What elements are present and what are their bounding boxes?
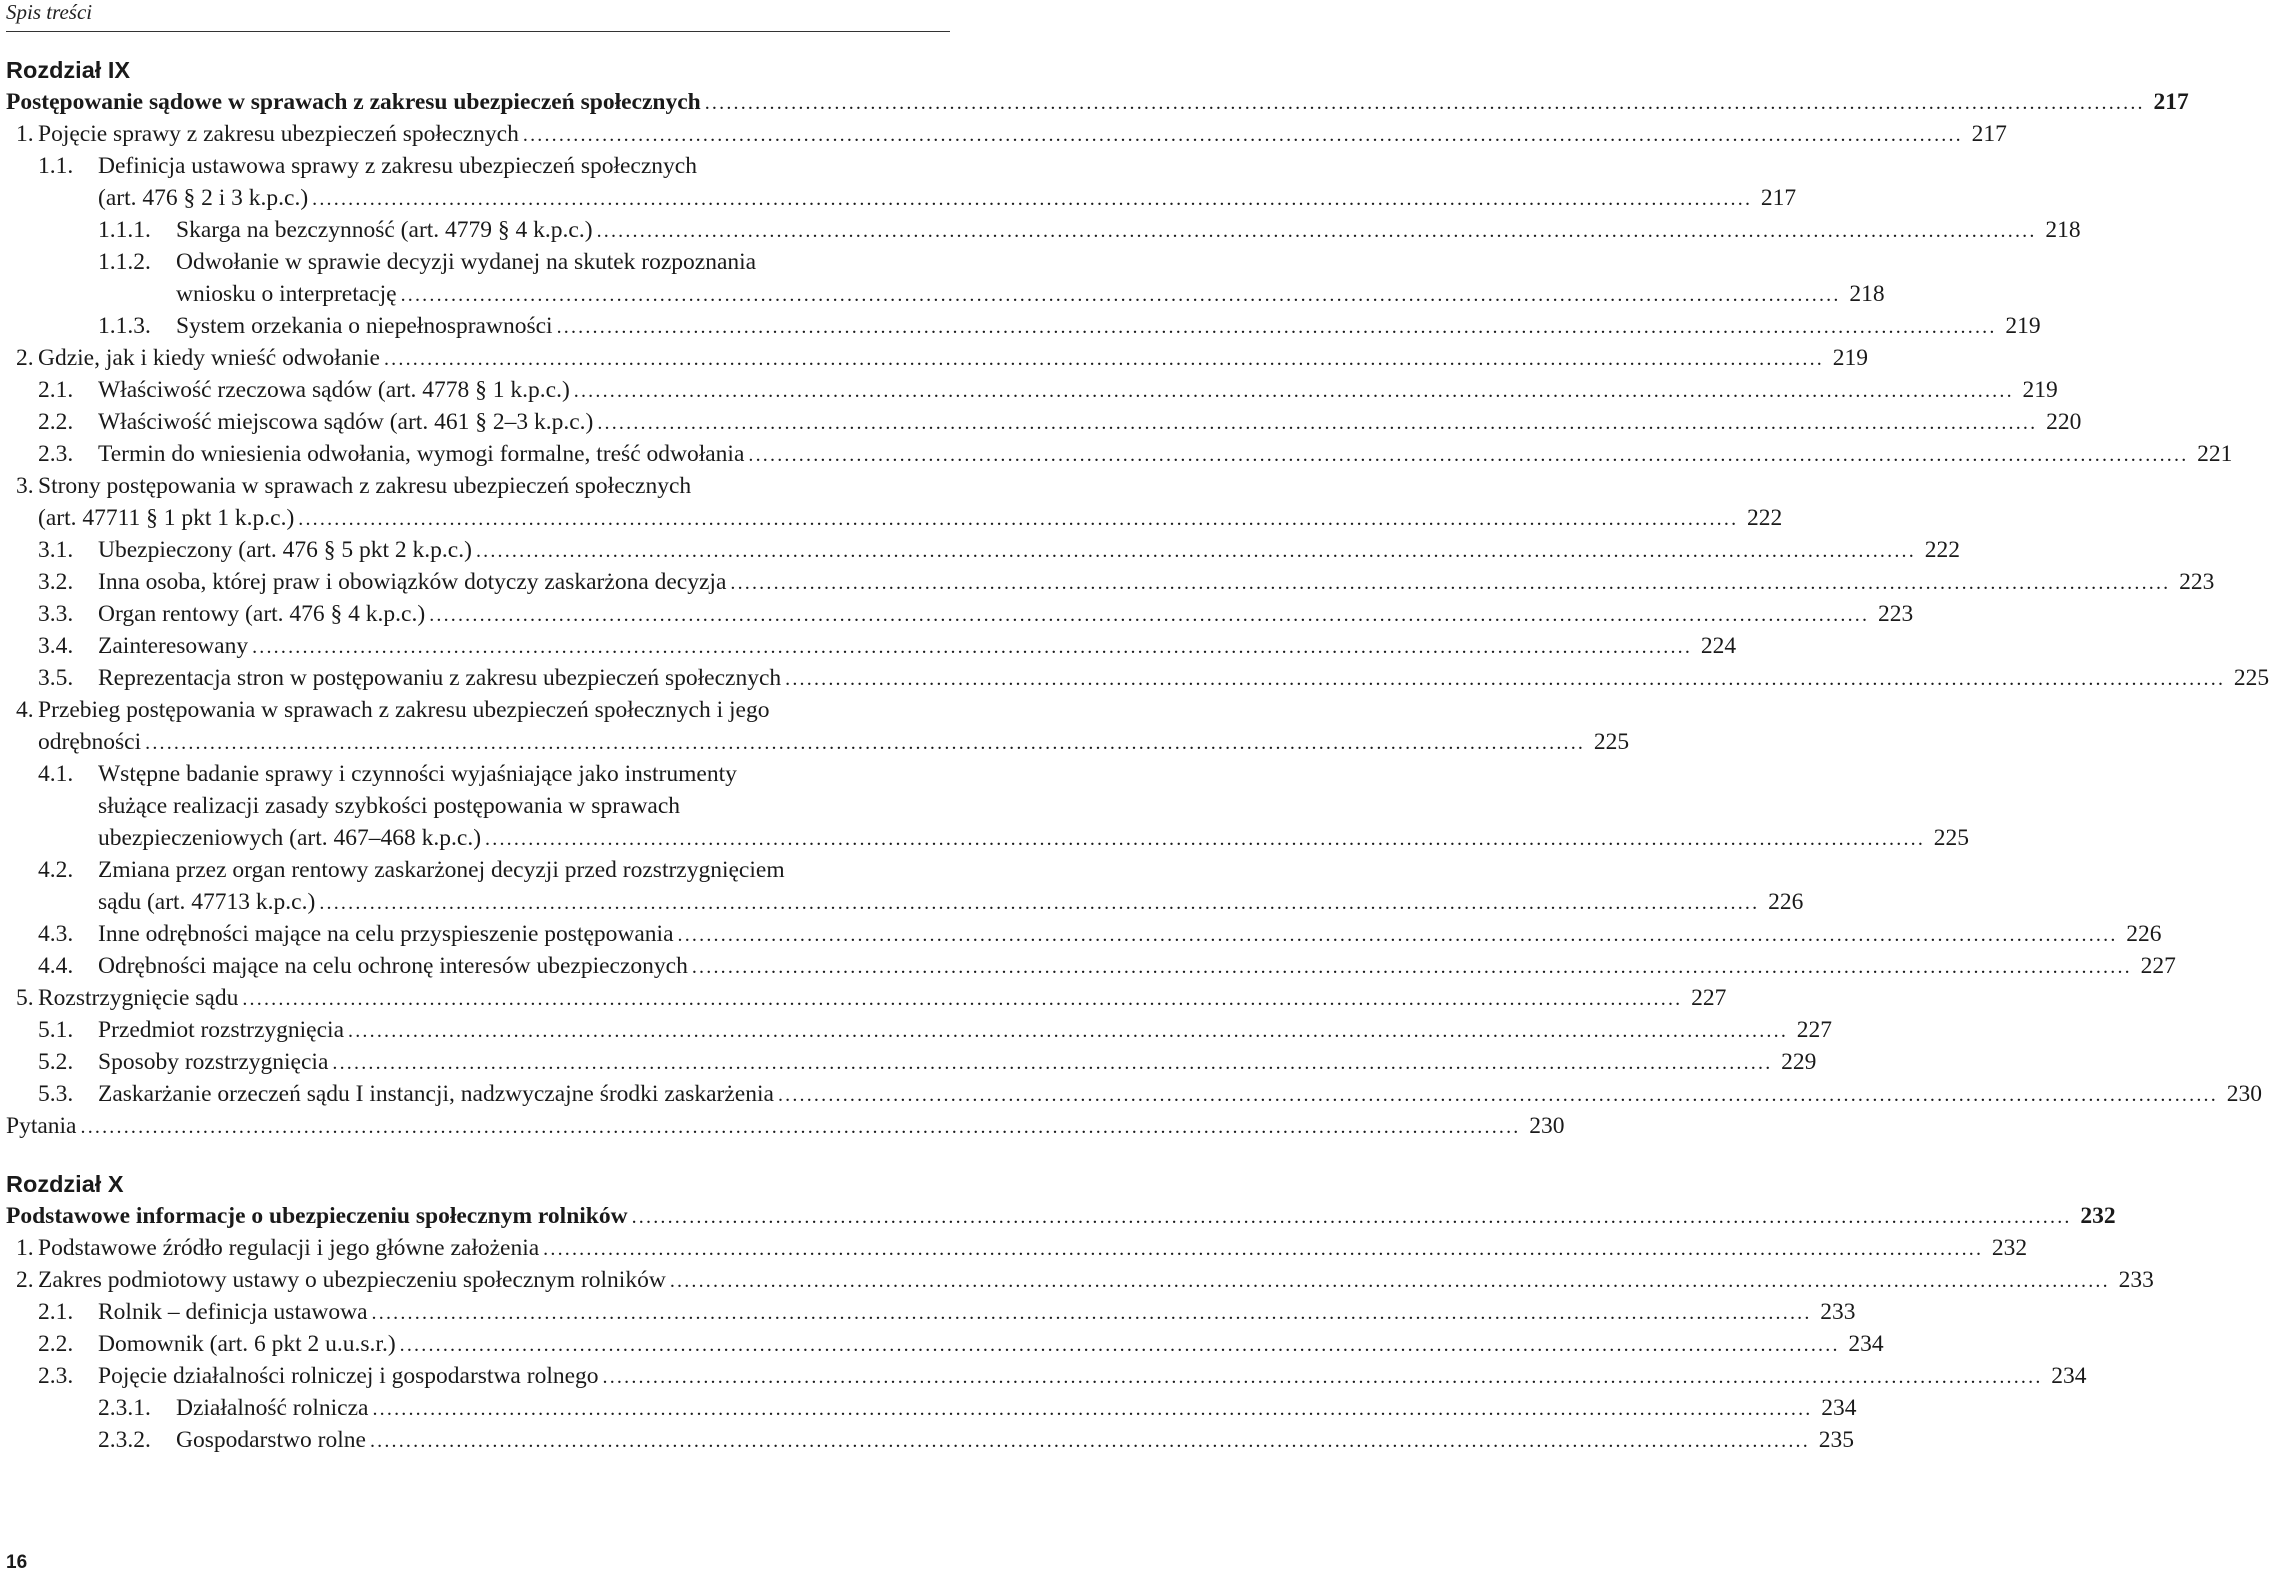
entry-title: Domownik (art. 6 pkt 2 u.u.s.r.) xyxy=(98,1331,396,1357)
entry-title: (art. 47711 § 1 pkt 1 k.p.c.) xyxy=(38,505,295,531)
toc-entry[interactable] xyxy=(6,726,1630,758)
page-ref: 227 xyxy=(1691,985,1727,1011)
dot-leader: ........................................................................................................................................................................................................ xyxy=(383,348,1824,370)
dot-leader: ........................................................................................................................................................................................................ xyxy=(556,316,1997,338)
page-ref: 223 xyxy=(1877,601,1914,627)
toc-entry[interactable] xyxy=(6,982,1727,1014)
entry-number: 1.1. xyxy=(38,153,74,179)
toc-entry[interactable] xyxy=(6,694,950,726)
entry-title: Pojęcie sprawy z zakresu ubezpieczeń społecznych xyxy=(38,121,519,147)
entry-title: Właściwość miejscowa sądów (art. 461 § 2–3 k.p.c.) xyxy=(98,409,594,435)
toc-entry[interactable] xyxy=(6,214,2081,246)
page-ref: 220 xyxy=(2046,409,2082,435)
toc-entry[interactable] xyxy=(6,566,2215,598)
page-ref: 234 xyxy=(2051,1363,2087,1389)
entry-number: 4. xyxy=(16,697,34,723)
page-ref: 227 xyxy=(1796,1017,1833,1043)
dot-leader: ........................................................................................................................................................................................................ xyxy=(332,1052,1773,1074)
toc-entry[interactable] xyxy=(6,758,950,790)
toc-entry[interactable] xyxy=(6,1296,1856,1328)
chapter-title: Postępowanie sądowe w sprawach z zakresu ubezpieczeń społecznych xyxy=(6,89,701,115)
toc-entry[interactable] xyxy=(6,342,1868,374)
dot-leader: ........................................................................................................................................................................................................ xyxy=(242,988,1683,1010)
page-ref: 232 xyxy=(2080,1203,2116,1229)
dot-leader: ........................................................................................................................................................................................................ xyxy=(777,1084,2218,1106)
page-ref: 219 xyxy=(2005,313,2041,339)
toc-entry[interactable] xyxy=(6,1328,1884,1360)
entry-title: (art. 476 § 2 i 3 k.p.c.) xyxy=(98,185,309,211)
dot-leader: ........................................................................................................................................................................................................ xyxy=(522,124,1963,146)
toc-entry[interactable] xyxy=(6,1078,2262,1110)
dot-leader: ........................................................................................................................................................................................................ xyxy=(669,1270,2110,1292)
page-ref: 227 xyxy=(2140,953,2176,979)
entry-number: 5.2. xyxy=(38,1049,74,1075)
entry-title: Sposoby rozstrzygnięcia xyxy=(98,1049,329,1075)
toc-entry[interactable] xyxy=(6,182,1797,214)
entry-title: Termin do wniesienia odwołania, wymogi formalne, treść odwołania xyxy=(98,441,745,467)
entry-title: Pojęcie działalności rolniczej i gospodarstwa rolnego xyxy=(98,1363,599,1389)
toc-entry[interactable] xyxy=(6,918,2162,950)
entry-title: Przebieg postępowania w sprawach z zakresu ubezpieczeń społecznych i jego xyxy=(38,697,770,723)
entry-number: 1. xyxy=(16,1235,34,1261)
entry-number: 4.2. xyxy=(38,857,74,883)
toc-entry[interactable] xyxy=(6,1264,2154,1296)
page-ref: 226 xyxy=(1768,889,1804,915)
page-ref: 226 xyxy=(2126,921,2162,947)
entry-title: Zakres podmiotowy ustawy o ubezpieczeniu społecznym rolników xyxy=(38,1267,666,1293)
chapter-gap xyxy=(6,1142,950,1168)
entry-title: Organ rentowy (art. 476 § 4 k.p.c.) xyxy=(98,601,426,627)
dot-leader: ........................................................................................................................................................................................................ xyxy=(475,540,1916,562)
entry-title: Strony postępowania w sprawach z zakresu ubezpieczeń społecznych xyxy=(38,473,692,499)
entry-number: 2. xyxy=(16,345,34,371)
toc-entry[interactable] xyxy=(6,502,1783,534)
dot-leader: ........................................................................................................................................................................................................ xyxy=(312,188,1753,210)
toc-entry[interactable] xyxy=(6,438,2233,470)
toc-entry[interactable] xyxy=(6,406,2082,438)
entry-number: 2.3. xyxy=(38,441,74,467)
dot-leader: ........................................................................................................................................................................................................ xyxy=(252,636,1693,658)
entry-number: 3.3. xyxy=(38,601,74,627)
entry-number: 2.3.2. xyxy=(98,1427,151,1453)
entry-number: 2.3.1. xyxy=(98,1395,151,1421)
entry-number: 1.1.2. xyxy=(98,249,151,275)
entry-title: Ubezpieczony (art. 476 § 5 pkt 2 k.p.c.) xyxy=(98,537,472,563)
toc-entry[interactable] xyxy=(6,278,1885,310)
entry-title: Pytania xyxy=(6,1113,77,1139)
dot-leader: ........................................................................................................................................................................................................ xyxy=(80,1116,1521,1138)
dot-leader: ........................................................................................................................................................................................................ xyxy=(298,508,1739,530)
entry-number: 3.2. xyxy=(38,569,74,595)
entry-title: Odwołanie w sprawie decyzji wydanej na skutek rozpoznania xyxy=(176,249,757,275)
dot-leader: ........................................................................................................................................................................................................ xyxy=(785,668,2226,690)
toc-entry[interactable] xyxy=(6,150,950,182)
page-ref: 219 xyxy=(1832,345,1868,371)
dot-leader: ........................................................................................................................................................................................................ xyxy=(748,444,2189,466)
dot-leader: ........................................................................................................................................................................................................ xyxy=(602,1366,2043,1388)
toc-entry[interactable] xyxy=(6,118,2007,150)
toc-entry[interactable] xyxy=(6,598,1914,630)
page-ref: 223 xyxy=(2179,569,2215,595)
chapter-title-line[interactable] xyxy=(6,86,2189,118)
page-ref: 230 xyxy=(2226,1081,2262,1107)
entry-number: 2.2. xyxy=(38,1331,74,1357)
entry-title: Inna osoba, której praw i obowiązków dotyczy zaskarżona decyzja xyxy=(98,569,727,595)
toc-entry[interactable] xyxy=(6,534,1960,566)
entry-title: System orzekania o niepełnosprawności xyxy=(176,313,553,339)
dot-leader: ........................................................................................................................................................................................................ xyxy=(597,412,2038,434)
page-ref: 221 xyxy=(2197,441,2233,467)
dot-leader: ........................................................................................................................................................................................................ xyxy=(573,380,2014,402)
page-ref: 218 xyxy=(1849,281,1885,307)
dot-leader: ........................................................................................................................................................................................................ xyxy=(677,924,2118,946)
entry-number: 5.1. xyxy=(38,1017,74,1043)
page-ref: 219 xyxy=(2022,377,2058,403)
page-ref: 233 xyxy=(2118,1267,2154,1293)
page-ref: 229 xyxy=(1781,1049,1817,1075)
dot-leader: ........................................................................................................................................................................................................ xyxy=(631,1206,2072,1228)
entry-title: Przedmiot rozstrzygnięcia xyxy=(98,1017,345,1043)
chapter-label: Rozdział IX xyxy=(6,57,131,83)
entry-title: wniosku o interpretację xyxy=(176,281,397,307)
entry-title: Reprezentacja stron w postępowaniu z zakresu ubezpieczeń społecznych xyxy=(98,665,782,691)
chapter-label: Rozdział X xyxy=(6,1171,124,1197)
entry-title: Rozstrzygnięcie sądu xyxy=(38,985,239,1011)
dot-leader: ........................................................................................................................................................................................................ xyxy=(371,1302,1812,1324)
entry-title: Inne odrębności mające na celu przyspieszenie postępowania xyxy=(98,921,674,947)
entry-title: Skarga na bezczynność (art. 4779 § 4 k.p.c.) xyxy=(176,217,593,243)
entry-number: 3.5. xyxy=(38,665,74,691)
toc-entry[interactable] xyxy=(6,1392,1857,1424)
entry-title: ubezpieczeniowych (art. 467–468 k.p.c.) xyxy=(98,825,482,851)
entry-number: 1. xyxy=(16,121,34,147)
toc-entry[interactable] xyxy=(6,1110,1565,1142)
toc-entry[interactable] xyxy=(6,854,950,886)
running-head: Spis treści xyxy=(6,0,93,24)
entry-number: 2.1. xyxy=(38,377,74,403)
page-ref: 218 xyxy=(2045,217,2081,243)
entry-title: Podstawowe źródło regulacji i jego główne założenia xyxy=(38,1235,540,1261)
entry-title: służące realizacji zasady szybkości postępowania w sprawach xyxy=(98,793,681,819)
toc-entry[interactable] xyxy=(6,374,2058,406)
page-ref: 232 xyxy=(1991,1235,2028,1261)
toc-entry[interactable] xyxy=(6,790,950,822)
page-number: 16 xyxy=(6,1552,28,1573)
entry-number: 2. xyxy=(16,1267,34,1293)
toc-entry[interactable] xyxy=(6,1232,2028,1264)
entry-number: 4.3. xyxy=(38,921,74,947)
entry-number: 2.2. xyxy=(38,409,74,435)
entry-number: 3.1. xyxy=(38,537,74,563)
entry-number: 5.3. xyxy=(38,1081,74,1107)
entry-title: Zmiana przez organ rentowy zaskarżonej decyzji przed rozstrzygnięciem xyxy=(98,857,785,883)
entry-title: Zaskarżanie orzeczeń sądu I instancji, nadzwyczajne środki zaskarżenia xyxy=(98,1081,774,1107)
page-ref: 234 xyxy=(1848,1331,1884,1357)
dot-leader: ........................................................................................................................................................................................................ xyxy=(369,1430,1810,1452)
dot-leader: ........................................................................................................................................................................................................ xyxy=(485,828,1926,850)
page-ref: 217 xyxy=(1971,121,2007,147)
dot-leader: ........................................................................................................................................................................................................ xyxy=(429,604,1870,626)
table-of-contents xyxy=(6,54,2269,1456)
page-ref: 225 xyxy=(2233,665,2269,691)
entry-number: 2.1. xyxy=(38,1299,74,1325)
entry-title: Działalność rolnicza xyxy=(176,1395,369,1421)
entry-number: 3. xyxy=(16,473,34,499)
dot-leader: ........................................................................................................................................................................................................ xyxy=(145,732,1586,754)
toc-entry[interactable] xyxy=(6,1424,1854,1456)
toc-entry[interactable] xyxy=(6,886,1804,918)
dot-leader: ........................................................................................................................................................................................................ xyxy=(372,1398,1813,1420)
dot-leader: ........................................................................................................................................................................................................ xyxy=(400,284,1841,306)
dot-leader: ........................................................................................................................................................................................................ xyxy=(704,92,2145,114)
toc-entry[interactable] xyxy=(6,630,1737,662)
toc-entry[interactable] xyxy=(6,1014,1833,1046)
entry-number: 2.3. xyxy=(38,1363,74,1389)
entry-number: 1.1.1. xyxy=(98,217,151,243)
page-ref: 222 xyxy=(1747,505,1783,531)
page-ref: 235 xyxy=(1818,1427,1854,1453)
entry-title: sądu (art. 47713 k.p.c.) xyxy=(98,889,316,915)
entry-title: Zainteresowany xyxy=(98,633,249,659)
toc-entry[interactable] xyxy=(6,246,950,278)
page-ref: 234 xyxy=(1821,1395,1857,1421)
dot-leader: ........................................................................................................................................................................................................ xyxy=(543,1238,1984,1260)
entry-title: Definicja ustawowa sprawy z zakresu ubezpieczeń społecznych xyxy=(98,153,697,179)
entry-number: 4.4. xyxy=(38,953,74,979)
toc-entry[interactable] xyxy=(6,470,950,502)
toc-entry[interactable] xyxy=(6,950,2176,982)
page-ref: 217 xyxy=(1760,185,1797,211)
page-ref: 217 xyxy=(2153,89,2189,115)
entry-number: 5. xyxy=(16,985,34,1011)
toc-entry[interactable] xyxy=(6,822,1970,854)
page-ref: 222 xyxy=(1924,537,1960,563)
dot-leader: ........................................................................................................................................................................................................ xyxy=(319,892,1760,914)
page-ref: 224 xyxy=(1700,633,1737,659)
chapter-title-line[interactable] xyxy=(6,1200,2116,1232)
entry-number: 1.1.3. xyxy=(98,313,151,339)
page-ref: 230 xyxy=(1529,1113,1565,1139)
page-ref: 225 xyxy=(1593,729,1630,755)
entry-title: Gospodarstwo rolne xyxy=(176,1427,366,1453)
toc-entry[interactable] xyxy=(6,662,2269,694)
entry-title: Właściwość rzeczowa sądów (art. 4778 § 1 k.p.c.) xyxy=(98,377,570,403)
dot-leader: ........................................................................................................................................................................................................ xyxy=(348,1020,1789,1042)
entry-title: odrębności xyxy=(38,729,142,755)
page-ref: 233 xyxy=(1820,1299,1856,1325)
entry-number: 3.4. xyxy=(38,633,74,659)
dot-leader: ........................................................................................................................................................................................................ xyxy=(596,220,2037,242)
entry-title: Gdzie, jak i kiedy wnieść odwołanie xyxy=(38,345,380,371)
dot-leader: ........................................................................................................................................................................................................ xyxy=(399,1334,1840,1356)
entry-title: Odrębności mające na celu ochronę interesów ubezpieczonych xyxy=(98,953,688,979)
entry-title: Wstępne badanie sprawy i czynności wyjaśniające jako instrumenty xyxy=(98,761,737,787)
toc-entry[interactable] xyxy=(6,1046,1817,1078)
dot-leader: ........................................................................................................................................................................................................ xyxy=(730,572,2171,594)
dot-leader: ........................................................................................................................................................................................................ xyxy=(691,956,2132,978)
entry-number: 4.1. xyxy=(38,761,74,787)
header-rule xyxy=(6,31,950,32)
page-ref: 225 xyxy=(1933,825,1970,851)
chapter-title: Podstawowe informacje o ubezpieczeniu społecznym rolników xyxy=(6,1203,628,1229)
toc-entry[interactable] xyxy=(6,1360,2087,1392)
toc-entry[interactable] xyxy=(6,310,2041,342)
entry-title: Rolnik – definicja ustawowa xyxy=(98,1299,368,1325)
